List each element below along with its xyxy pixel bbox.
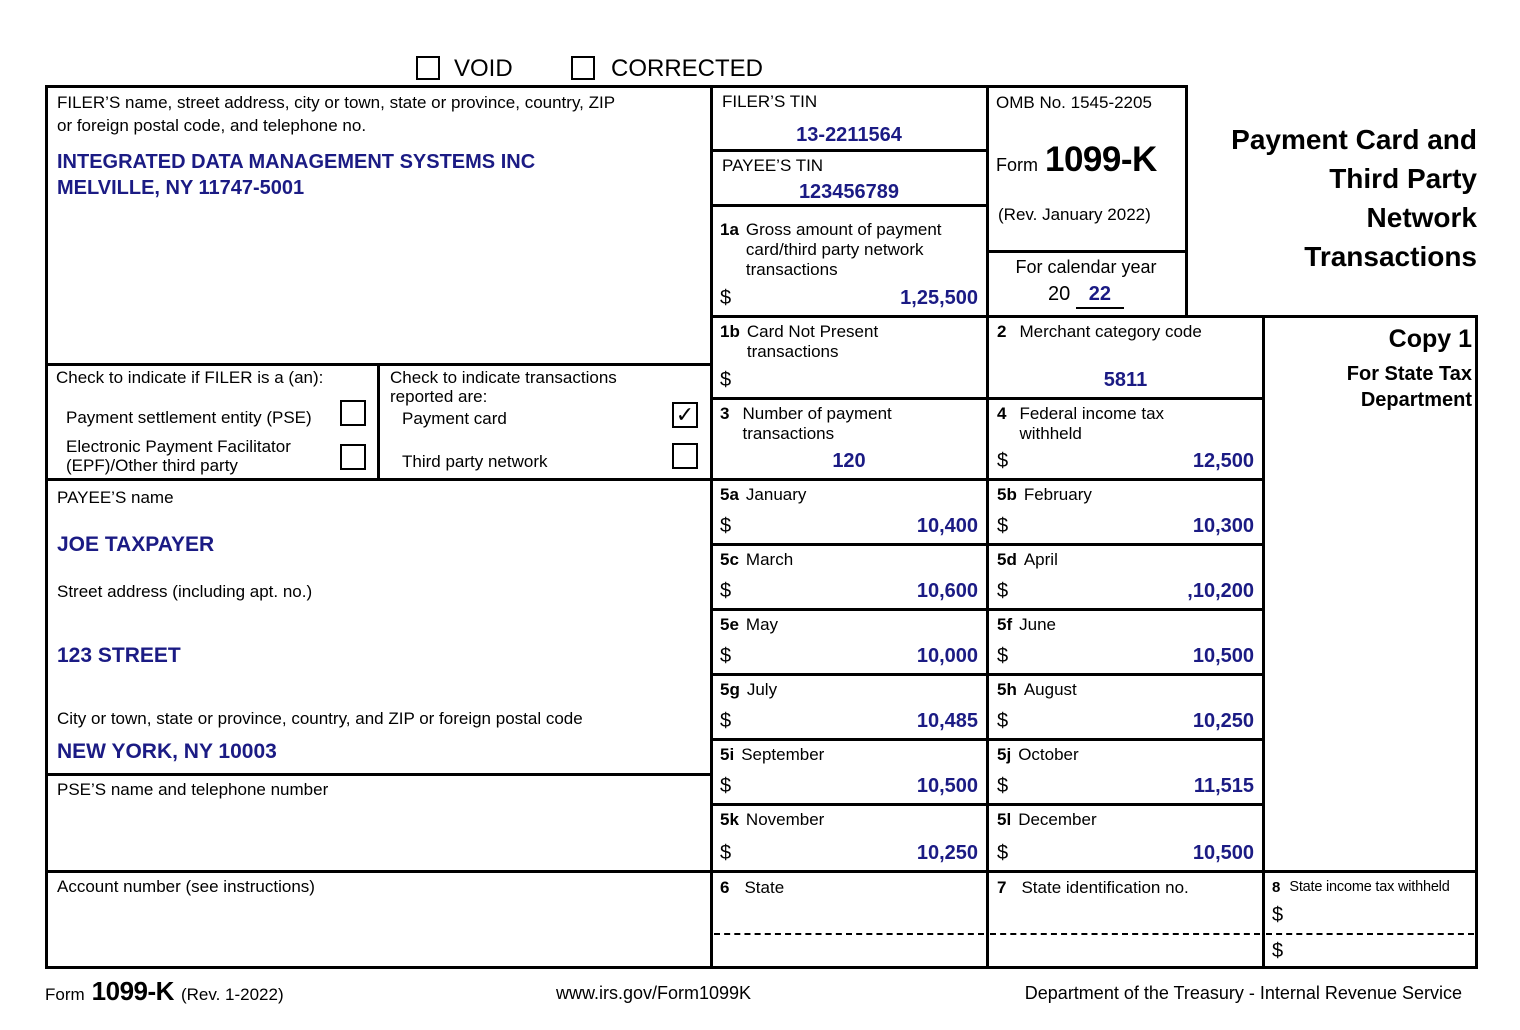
filer-address-label [57, 91, 615, 137]
month-label [997, 680, 1077, 700]
box-number: 5i [720, 745, 735, 764]
box-text [747, 322, 878, 362]
box-1a-gross-amount [712, 204, 986, 315]
month-label [997, 550, 1058, 570]
box-3-label [720, 404, 892, 444]
dollar-sign: $ [720, 710, 732, 732]
dollar-sign: $ [720, 645, 732, 667]
month-amount: 10,500 [916, 775, 978, 797]
epf-checkbox-label-line1: Electronic Payment Facilitator [66, 437, 291, 456]
dashed-separator [1266, 933, 1474, 935]
month-label [720, 745, 824, 765]
filer-address-label-line1: FILER’S name, street address, city or town, state or province, country, ZIP [57, 93, 616, 112]
box-5d-april [989, 543, 1262, 608]
transactions-check-header-line2: reported are: [390, 387, 488, 406]
filer-name-value: INTEGRATED DATA MANAGEMENT SYSTEMS INC [57, 151, 536, 173]
dollar-sign: $ [720, 369, 732, 391]
form-title-line1: Payment Card and [1231, 124, 1477, 155]
month-label [997, 810, 1097, 830]
dollar-sign: $ [997, 580, 1009, 602]
box-5j-october [989, 738, 1262, 803]
form-title-line3: Network [1366, 202, 1477, 233]
box-number: 5a [720, 485, 739, 504]
month-amount: 11,515 [1193, 775, 1254, 797]
dollar-sign: $ [720, 580, 732, 602]
box-number: 5d [997, 550, 1017, 569]
box-8-state-tax-withheld [1272, 879, 1450, 896]
payment-card-checkbox[interactable] [672, 402, 698, 428]
box-number: 5k [720, 810, 739, 829]
footer-form-revision: (Rev. 1-2022) [180, 985, 284, 1004]
month-name: November [745, 810, 825, 829]
copy-number: Copy 1 [1388, 325, 1472, 353]
month-name: March [745, 550, 794, 569]
month-label [997, 485, 1092, 505]
dollar-sign: $ [1272, 940, 1284, 962]
dollar-sign: $ [720, 842, 732, 864]
box-1b-label [720, 322, 878, 362]
month-amount: 10,500 [1192, 842, 1254, 864]
month-label [997, 615, 1056, 635]
box-text [742, 404, 891, 444]
month-amount: 10,400 [916, 515, 978, 537]
dollar-sign: $ [997, 515, 1009, 537]
copy-recipient-line1: For State Tax [1346, 363, 1472, 385]
dollar-sign: $ [997, 710, 1009, 732]
dashed-separator [990, 933, 1260, 935]
grid-line [1262, 315, 1265, 969]
box-5e-may [712, 608, 986, 673]
box-number: 5c [720, 550, 739, 569]
box-text-line: Number of payment [742, 404, 892, 423]
box-number: 5h [997, 680, 1017, 699]
box-5a-january [712, 478, 986, 543]
box-number: 1a [720, 220, 739, 239]
city-state-zip-label: City or town, state or province, country, and ZIP or foreign postal code [57, 709, 583, 728]
filer-check-header: Check to indicate if FILER is a (an): [56, 368, 324, 387]
calendar-year-digits: 22 [1076, 283, 1124, 309]
form-title-line4: Transactions [1304, 241, 1477, 272]
box-number: 5l [997, 810, 1012, 829]
form-word: Form [996, 155, 1038, 175]
form-title [1040, 120, 1477, 276]
box-number: 1b [720, 322, 740, 341]
box-2-value: 5811 [1103, 369, 1148, 391]
month-name: July [746, 680, 778, 699]
box-number: 6 [720, 878, 730, 897]
box-number: 8 [1272, 879, 1281, 896]
dollar-sign: $ [720, 287, 732, 309]
box-3-number-of-transactions [712, 397, 986, 478]
city-state-zip-value: NEW YORK, NY 10003 [57, 740, 277, 763]
form-number: 1099-K [1045, 140, 1157, 179]
box-number: 4 [997, 404, 1007, 423]
filer-tin-label: FILER’S TIN [722, 92, 818, 111]
box-1b-card-not-present [712, 315, 986, 397]
box-4-value: 12,500 [1192, 450, 1254, 472]
footer-form-id [45, 976, 284, 1007]
filer-city-value: MELVILLE, NY 11747-5001 [57, 177, 305, 199]
copy-recipient-line2: Department [1360, 389, 1472, 411]
month-amount: 10,300 [1192, 515, 1254, 537]
box-text-line: Federal income tax [1019, 404, 1165, 423]
box-number: 5j [997, 745, 1012, 764]
filer-tin-value: 13-2211564 [796, 124, 902, 146]
dollar-sign: $ [997, 775, 1009, 797]
corrected-checkbox[interactable] [571, 56, 595, 80]
payee-tin-value: 123456789 [798, 181, 900, 203]
month-name: May [745, 615, 779, 634]
form-revision: (Rev. January 2022) [998, 205, 1151, 224]
box-4-label [997, 404, 1164, 444]
month-name: April [1023, 550, 1058, 569]
filer-address-label-line2: or foreign postal code, and telephone no. [57, 116, 367, 135]
month-name: February [1023, 485, 1092, 504]
grid-line [45, 85, 1188, 88]
payment-card-checkbox-label: Payment card [402, 409, 507, 428]
box-5b-february [989, 478, 1262, 543]
box-1a-value: 1,25,500 [900, 287, 978, 309]
box-text-line: transactions [745, 260, 838, 279]
box-text: State [744, 878, 785, 897]
box-5i-september [712, 738, 986, 803]
void-checkbox[interactable] [416, 56, 440, 80]
month-name: October [1018, 745, 1079, 764]
dollar-sign: $ [997, 645, 1009, 667]
footer-form-number: 1099-K [91, 976, 174, 1006]
grid-line [377, 363, 380, 478]
box-5c-march [712, 543, 986, 608]
dollar-sign: $ [997, 450, 1009, 472]
calendar-year-prefix: 20 [1047, 283, 1071, 305]
month-amount: 10,000 [916, 645, 978, 667]
payee-name-label: PAYEE’S name [57, 488, 174, 507]
dollar-sign: $ [1272, 904, 1284, 926]
footer-agency: Department of the Treasury - Internal Revenue Service [1024, 983, 1462, 1003]
month-name: June [1019, 615, 1056, 634]
box-7-state-id [997, 878, 1189, 898]
grid-line [45, 85, 48, 969]
month-label [720, 615, 778, 635]
void-label: VOID [454, 55, 513, 82]
dollar-sign: $ [997, 842, 1009, 864]
month-amount: 10,485 [916, 710, 978, 732]
box-number: 7 [997, 878, 1007, 897]
grid-line [45, 773, 712, 776]
box-3-value: 120 [832, 450, 866, 472]
pse-name-phone-label: PSE’S name and telephone number [57, 780, 329, 799]
month-name: January [745, 485, 807, 504]
pse-checkbox-label: Payment settlement entity (PSE) [66, 408, 312, 427]
epf-checkbox-label-line2: (EPF)/Other third party [66, 456, 238, 475]
box-5h-august [989, 673, 1262, 738]
month-name: December [1018, 810, 1097, 829]
box-1a-label [720, 220, 942, 280]
box-text-line: card/third party network [745, 240, 924, 259]
corrected-label: CORRECTED [611, 55, 764, 82]
box-6-state [720, 878, 784, 898]
box-text-line: Card Not Present [746, 322, 879, 341]
box-number: 5f [997, 615, 1013, 634]
copy-designation [1270, 324, 1472, 413]
month-name: September [741, 745, 825, 764]
box-5l-december [989, 803, 1262, 870]
checkmark-icon: ✓ [675, 402, 695, 427]
box-text: Merchant category code [1019, 322, 1202, 341]
box-text-line: transactions [742, 424, 835, 443]
box-text-line: Gross amount of payment [745, 220, 942, 239]
month-amount: 10,500 [1192, 645, 1254, 667]
street-address-value: 123 STREET [57, 644, 181, 667]
account-number-label: Account number (see instructions) [57, 877, 315, 896]
box-number: 3 [720, 404, 730, 423]
month-label [720, 485, 806, 505]
month-amount: ,10,200 [1187, 580, 1254, 602]
box-text-line: transactions [746, 342, 839, 361]
box-number: 5b [997, 485, 1017, 504]
box-2-label [997, 322, 1202, 342]
footer-irs-url: www.irs.gov/Form1099K [556, 983, 752, 1003]
month-label [997, 745, 1079, 765]
box-number: 5e [720, 615, 739, 634]
month-label [720, 550, 793, 570]
box-5g-july [712, 673, 986, 738]
month-name: August [1023, 680, 1077, 699]
form-title-line2: Third Party [1329, 163, 1477, 194]
dashed-separator [714, 933, 984, 935]
box-text: State income tax withheld [1289, 879, 1450, 895]
box-number: 2 [997, 322, 1007, 341]
month-amount: 10,250 [1192, 710, 1254, 732]
third-party-network-checkbox[interactable] [672, 443, 698, 469]
dollar-sign: $ [720, 515, 732, 537]
box-number: 5g [720, 680, 740, 699]
box-text-line: withheld [1019, 424, 1082, 443]
box-2-merchant-category [989, 315, 1262, 397]
transactions-check-header-line1: Check to indicate transactions [390, 368, 617, 387]
box-5f-june [989, 608, 1262, 673]
calendar-year-label: For calendar year [1015, 257, 1157, 277]
box-text: State identification no. [1021, 878, 1189, 897]
grid-line [710, 149, 988, 152]
grid-line [1475, 315, 1478, 969]
omb-number: OMB No. 1545-2205 [996, 93, 1152, 112]
month-amount: 10,250 [916, 842, 978, 864]
third-party-network-checkbox-label: Third party network [402, 452, 548, 471]
box-4-federal-tax-withheld [989, 397, 1262, 478]
box-text [746, 220, 942, 280]
street-address-label: Street address (including apt. no.) [57, 582, 313, 601]
month-amount: 10,600 [916, 580, 978, 602]
month-label [720, 810, 824, 830]
box-text [1019, 404, 1164, 444]
payee-name-value: JOE TAXPAYER [57, 533, 215, 556]
payee-tin-label: PAYEE’S TIN [722, 156, 824, 175]
epf-checkbox[interactable] [340, 444, 366, 470]
calendar-year-value [986, 283, 1186, 306]
month-label [720, 680, 777, 700]
pse-checkbox[interactable] [340, 400, 366, 426]
box-5k-november [712, 803, 986, 870]
dollar-sign: $ [720, 775, 732, 797]
footer-form-word: Form [45, 985, 85, 1004]
